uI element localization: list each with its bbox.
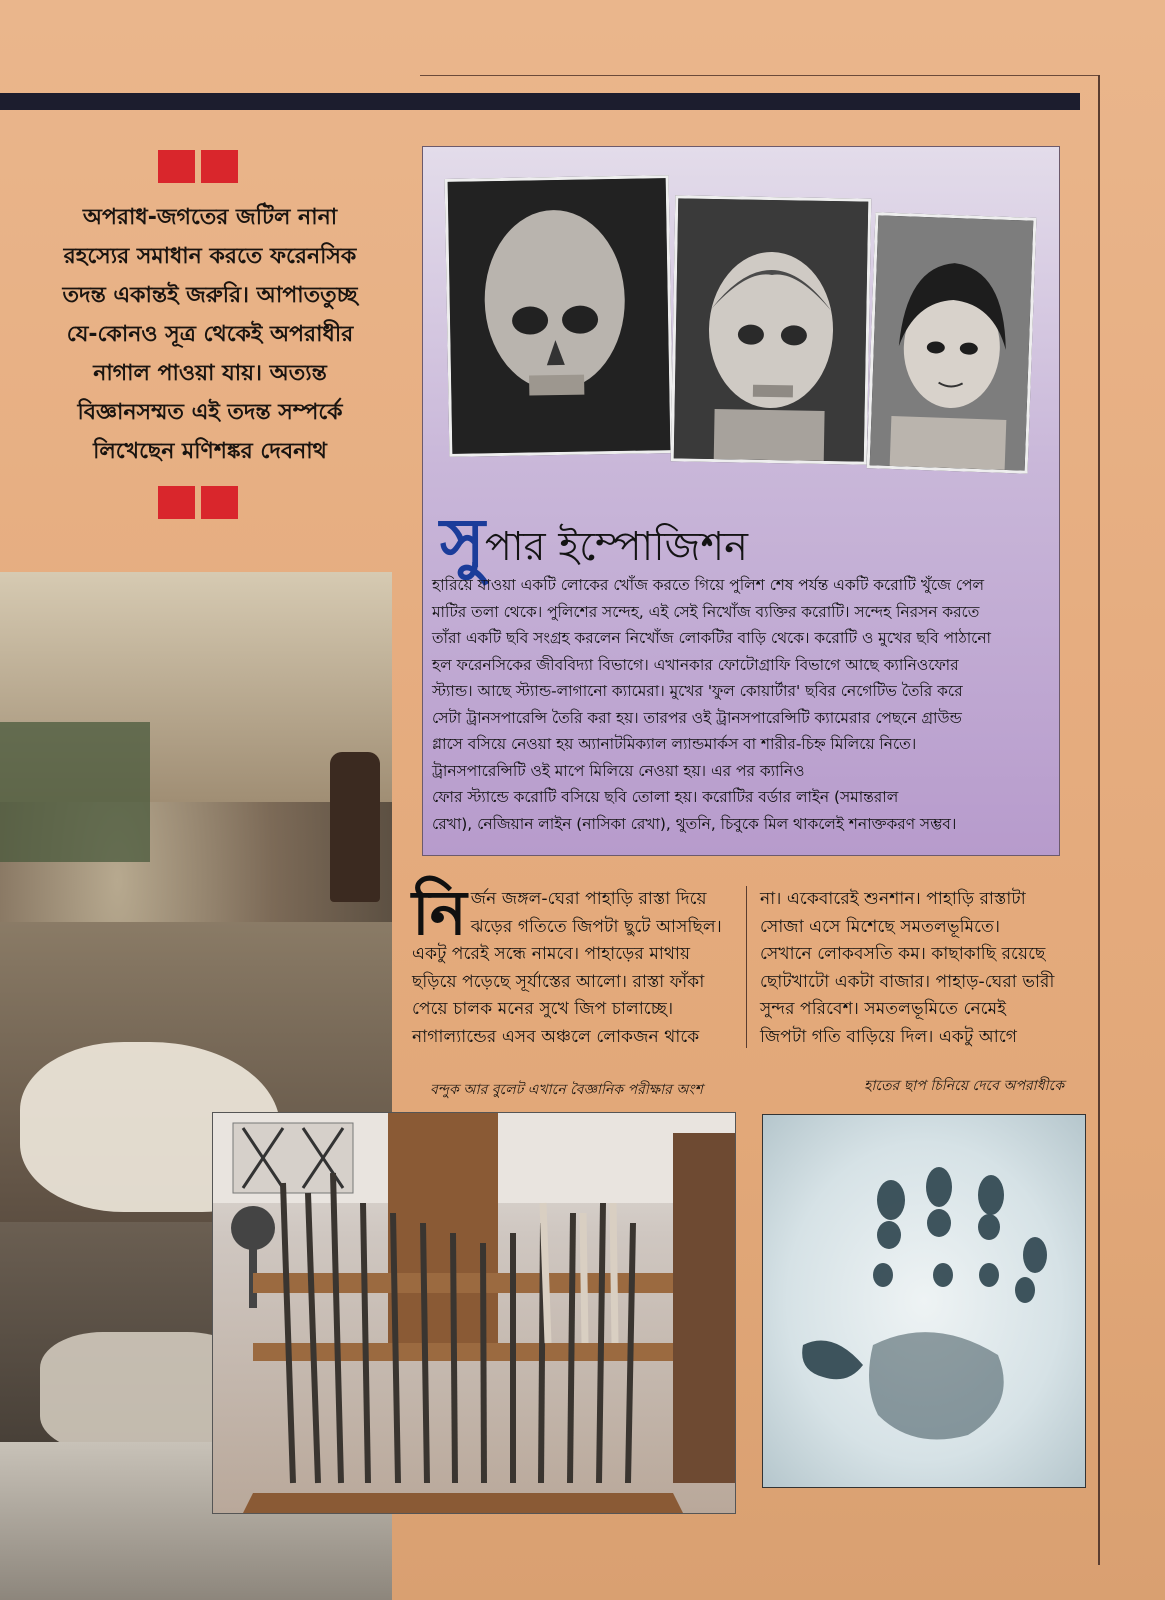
skull-icon: [448, 178, 671, 454]
dropcap: নি: [412, 876, 467, 949]
article-line: সেখানে লোকবসতি কম। কাছাকাছি রয়েছে: [760, 944, 1046, 964]
article-column-1: [412, 876, 737, 1051]
article-line: সুন্দর পরিবেশ। সমতলভূমিতে নেমেই: [760, 999, 1007, 1019]
body-line: স্ট্যান্ড। আছে স্ট্যান্ড-লাগানো ক্যামেরা। মুখের 'ফুল কোয়ার্টার' ছবির নেগেটিভ তৈরি করে: [432, 682, 963, 700]
body-line: হল ফরেনসিকের জীববিদ্যা বিভাগে। এখানকার ফোটোগ্রাফি বিভাগে আছে ক্যানিওফোর: [432, 655, 959, 674]
handprint-caption: হাতের ছাপ চিনিয়ে দেবে অপরাধীকে: [864, 1078, 1065, 1094]
intro-line: নাগাল পাওয়া যায়। অত্যন্ত: [93, 361, 327, 386]
intro-blurb: [40, 198, 380, 471]
title-initial: সু: [440, 504, 485, 583]
body-line: তাঁরা একটি ছবি সংগ্রহ করলেন নিখোঁজ লোকটির বাড়ি থেকে। করোটি ও মুখের ছবি পাঠানো: [432, 629, 992, 647]
body-line: ট্রানসপারেন্সিটি ওই মাপে মিলিয়ে নেওয়া হয়। এর পর ক্যানিও: [432, 761, 805, 780]
intro-line: বিজ্ঞানসম্মত এই তদন্ত সম্পর্কে: [77, 400, 343, 425]
superimposition-body: [432, 572, 1047, 837]
article-line: ছড়িয়ে পড়েছে সূর্যাস্তের আলো। রাস্তা ফাঁকা: [412, 971, 705, 992]
article-line: পেয়ে চালক মনের সুখে জিপ চালাচ্ছে।: [412, 999, 674, 1019]
body-line: মাটির তলা থেকে। পুলিশের সন্দেহ, এই সেই নিখোঁজ ব্যক্তির করোটি। সন্দেহ নিরসন করতে: [432, 602, 980, 621]
right-rule: [1098, 75, 1100, 1565]
article-line: ঝড়ের গতিতে জিপটা ছুটে আসছিল।: [470, 916, 722, 937]
top-rule: [0, 93, 1080, 110]
column-divider: [746, 886, 747, 1048]
gun-rack-photo: [212, 1112, 736, 1514]
article-line: জিপটা গতি বাড়িয়ে দিল। একটু আগে: [760, 1026, 1018, 1047]
gun-rack-icon: [213, 1113, 735, 1513]
gun-photo-caption: বন্দুক আর বুলেট এখানে বৈজ্ঞানিক পরীক্ষার অংশ: [430, 1082, 703, 1098]
body-line: সেটা ট্রানসপারেন্সি তৈরি করা হয়। তারপর ওই ট্রানসপারেন্সিটি ক্যামেরার পেছনে গ্রাউন্ড: [432, 708, 962, 727]
superimposed-photo: [671, 195, 872, 464]
skull-photo: [445, 175, 674, 457]
body-line: রেখা), নেজিয়ান লাইন (নাসিকা রেখা), থুতনি, চিবুকে মিল থাকলেই শনাক্তকরণ সম্ভব।: [432, 814, 957, 833]
article-line: র্জন জঙ্গল-ঘেরা পাহাড়ি রাস্তা দিয়ে: [470, 889, 707, 909]
article-line: সোজা এসে মিশেছে সমতলভূমিতে।: [760, 916, 1001, 937]
article-line: ছোটখাটো একটা বাজার। পাহাড়-ঘেরা ভারী: [760, 971, 1055, 992]
intro-line: তদন্ত একান্তই জরুরি। আপাততুচ্ছ: [62, 283, 358, 308]
body-line: গ্লাসে বসিয়ে নেওয়া হয় অ্যানাটমিক্যাল ল্যান্ডমার্কস বা শারীর-চিহ্ন মিলিয়ে নিতে।: [432, 735, 917, 753]
portrait-photo: [867, 212, 1037, 473]
lab-photo-bottle: [330, 752, 380, 902]
handprint-icon: [763, 1115, 1085, 1487]
intro-line: অপরাধ-জগতের জটিল নানা: [82, 205, 338, 230]
child-portrait-icon: [870, 215, 1034, 470]
body-line: ফোর স্ট্যান্ডে করোটি বসিয়ে ছবি তোলা হয়। করোটির বর্ডার লাইন (সমান্তরাল: [432, 788, 899, 806]
superimposed-face-icon: [674, 198, 869, 461]
intro-line: যে-কোনও সূত্র থেকেই অপরাধীর: [66, 322, 354, 347]
article-column-2: [760, 886, 1070, 1051]
title-rest: পার ইম্পোজিশন: [484, 524, 748, 570]
article-line: না। একেবারেই শুনশান। পাহাড়ি রাস্তাটা: [760, 889, 1026, 909]
top-thin-rule: [420, 75, 1100, 76]
ornament-top: [158, 150, 238, 183]
body-line: হারিয়ে যাওয়া একটি লোকের খোঁজ করতে গিয়ে পুলিশ শেষ পর্যন্ত একটি করোটি খুঁজে পেল: [432, 576, 984, 594]
handprint-photo: [762, 1114, 1086, 1488]
lab-photo-shelf: [0, 722, 150, 862]
article-line: একটু পরেই সন্ধে নামবে। পাহাড়ের মাথায়: [412, 944, 691, 964]
ornament-bottom: [158, 486, 238, 519]
intro-line: রহস্যের সমাধান করতে ফরেনসিক: [63, 244, 357, 269]
intro-line: লিখেছেন মণিশঙ্কর দেবনাথ: [93, 439, 327, 464]
article-line: নাগাল্যান্ডের এসব অঞ্চলে লোকজন থাকে: [412, 1026, 700, 1047]
